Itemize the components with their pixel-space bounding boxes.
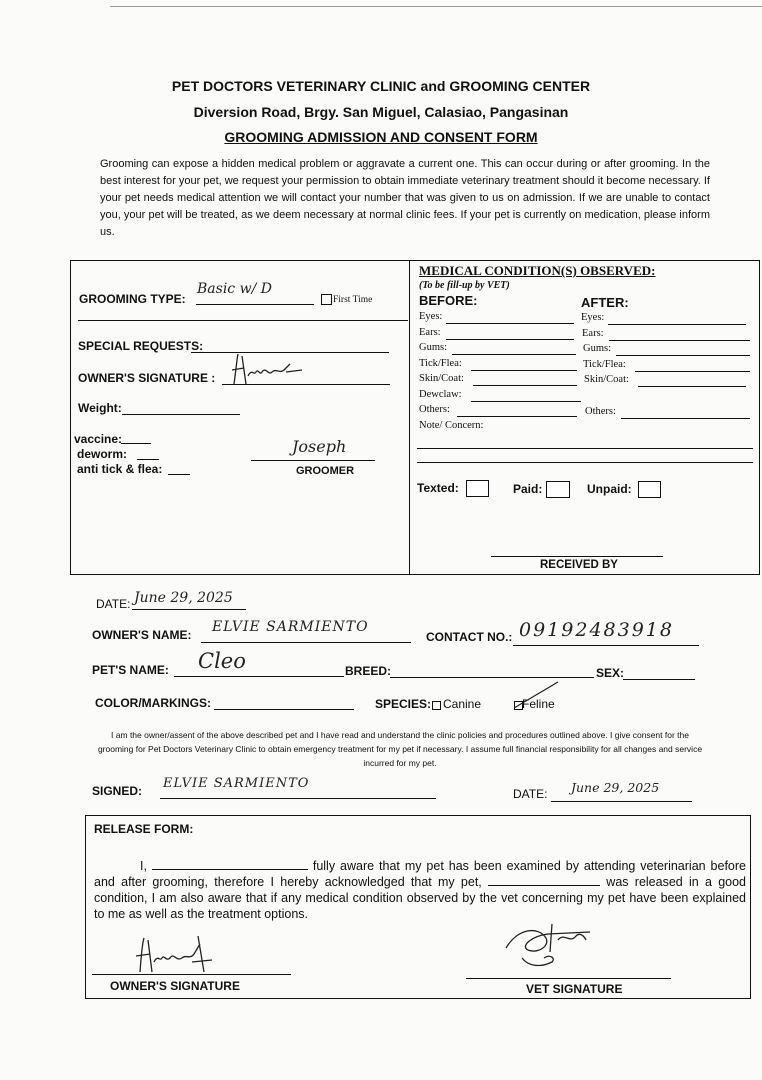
special-requests-label: SPECIAL REQUESTS: — [78, 339, 204, 353]
owner-name-label: OWNER'S NAME: — [92, 628, 192, 642]
groomer-label: GROOMER — [296, 465, 355, 477]
owner-release-sig-label: OWNER'S SIGNATURE — [110, 979, 240, 993]
weight-label: Weight: — [78, 401, 122, 415]
medical-subtitle: (To be fill-up by VET) — [419, 280, 510, 291]
after-eyes: Eyes: — [581, 312, 605, 323]
texted-checkbox[interactable] — [466, 480, 489, 497]
box-divider — [409, 260, 410, 575]
form-title: GROOMING ADMISSION AND CONSENT FORM — [224, 129, 538, 145]
contact-value[interactable]: 09192483918 — [519, 619, 674, 641]
vet-sig-line[interactable] — [466, 978, 671, 979]
before-ears-line[interactable] — [446, 339, 574, 340]
texted-label: Texted: — [417, 481, 459, 495]
after-tickflea-line[interactable] — [635, 371, 750, 372]
after-ears-line[interactable] — [609, 340, 750, 341]
release-text-3: was released in a good condition, I am also aware that if any medical condition observed by the vet concerning my pet have been explained to me as well as the treatment options. — [94, 875, 747, 921]
release-text-1: I, — [140, 859, 152, 873]
color-markings-line[interactable] — [214, 709, 354, 710]
groomer-line — [251, 460, 375, 461]
after-label: AFTER: — [581, 295, 629, 310]
vet-signature-scribble — [498, 918, 594, 972]
grooming-type-label: GROOMING TYPE: — [79, 292, 186, 306]
groomer-name: Joseph — [292, 437, 347, 456]
intro-paragraph: Grooming can expose a hidden medical problem or aggravate a current one. This can occur during or after grooming. In the best interest for your pet, we request your permission to obtain immediate veterinary treatment should it become necessary. If your pet needs medical attention we will contact your number that was given to us on admission. If we are unable to contact you, your pet will be treated, as we deem necessary at normal clinic fees. If your pet is currently on medication, please inform us. — [100, 158, 710, 238]
breed-label: BREED: — [345, 664, 392, 678]
note-line-2[interactable] — [417, 462, 753, 463]
species-label: SPECIES: — [375, 697, 432, 711]
medical-title: MEDICAL CONDITION(S) OBSERVED: — [419, 263, 656, 278]
unpaid-label: Unpaid: — [587, 482, 632, 496]
canine-label: Canine — [443, 697, 482, 711]
release-title: RELEASE FORM: — [94, 822, 194, 836]
release-owner-blank[interactable] — [152, 869, 308, 870]
before-gums-line[interactable] — [452, 354, 576, 355]
before-eyes: Eyes: — [419, 311, 443, 322]
before-dewclaw: Dewclaw: — [419, 389, 462, 400]
after-gums: Gums: — [583, 343, 612, 354]
owner-release-sig-line[interactable] — [92, 974, 291, 975]
breed-line[interactable] — [390, 677, 594, 678]
vaccine-label: vaccine: — [74, 432, 123, 446]
date-value[interactable]: June 29, 2025 — [134, 590, 233, 606]
after-gums-line[interactable] — [616, 355, 750, 356]
before-tickflea: Tick/Flea: — [419, 358, 462, 369]
consent-paragraph: I am the owner/assent of the above described pet and I have read and understand the clinic policies and procedures outlined above. I give consent for the grooming for Pet Doctors Veterinary Clinic to obtain emergency treatment for my pet if necessary. I assume full financial responsibility for all changes and service incurred for my pet. — [97, 730, 703, 768]
canine-checkbox[interactable] — [432, 701, 441, 710]
clinic-address: Diversion Road, Brgy. San Miguel, Calasiao, Pangasinan — [193, 104, 569, 120]
signed-date-label: DATE: — [513, 787, 548, 801]
contact-label: CONTACT NO.: — [426, 630, 513, 644]
before-others: Others: — [419, 404, 450, 415]
antitick-line[interactable] — [168, 474, 190, 475]
pet-name-line — [174, 676, 344, 677]
deworm-label: deworm: — [77, 447, 128, 461]
release-owner-scribble — [128, 932, 214, 978]
signed-date-line — [551, 801, 692, 802]
before-gums: Gums: — [419, 342, 448, 353]
grooming-extra-line — [78, 320, 408, 321]
sex-line[interactable] — [623, 679, 695, 680]
signed-value[interactable]: ELVIE SARMIENTO — [163, 776, 310, 791]
sex-label: SEX: — [596, 666, 625, 680]
clinic-name: PET DOCTORS VETERINARY CLINIC and GROOMING CENTER — [171, 78, 591, 94]
before-skincoat: Skin/Coat: — [419, 373, 464, 384]
signed-line — [160, 798, 436, 799]
before-ears: Ears: — [419, 327, 441, 338]
note-concern-label: Note/ Concern: — [419, 420, 484, 431]
received-by-line[interactable] — [491, 556, 663, 557]
deworm-line[interactable] — [137, 459, 159, 460]
before-skincoat-line[interactable] — [473, 385, 577, 386]
owner-signature-scribble — [228, 350, 308, 390]
unpaid-checkbox[interactable] — [638, 481, 661, 498]
owner-signature-label: OWNER'S SIGNATURE : — [78, 371, 216, 385]
scan-edge — [110, 6, 762, 11]
before-others-line[interactable] — [457, 416, 577, 417]
weight-line[interactable] — [122, 414, 240, 415]
after-skincoat-line[interactable] — [638, 386, 746, 387]
vet-sig-label: VET SIGNATURE — [526, 982, 623, 996]
received-by-label: RECEIVED BY — [540, 559, 618, 571]
color-markings-label: COLOR/MARKINGS: — [95, 696, 211, 710]
release-text-2: fully aware that my pet has been examined by attending veterinarian before and after grooming, therefore I hereby acknowledged that my pet, — [94, 859, 746, 889]
paid-checkbox[interactable] — [546, 481, 570, 498]
after-others-line[interactable] — [621, 418, 750, 419]
after-skincoat: Skin/Coat: — [584, 374, 629, 385]
grooming-type-line — [196, 304, 314, 305]
vaccine-line[interactable] — [121, 443, 151, 444]
before-eyes-line[interactable] — [446, 323, 574, 324]
first-time-label: First Time — [333, 295, 373, 305]
before-tickflea-line[interactable] — [471, 370, 577, 371]
note-line-1[interactable] — [417, 448, 753, 449]
antitick-label: anti tick & flea: — [77, 462, 163, 476]
owner-name-value[interactable]: ELVIE SARMIENTO — [212, 619, 369, 635]
signed-date-value[interactable]: June 29, 2025 — [571, 780, 660, 795]
feline-label: Feline — [522, 697, 555, 711]
after-tickflea: Tick/Flea: — [583, 359, 626, 370]
pet-name-value[interactable]: Cleo — [198, 649, 246, 673]
contact-line — [513, 645, 699, 646]
after-others: Others: — [585, 406, 616, 417]
date-line — [132, 609, 246, 610]
after-eyes-line[interactable] — [608, 324, 746, 325]
before-dewclaw-line[interactable] — [471, 401, 581, 402]
release-pet-blank[interactable] — [488, 885, 600, 886]
first-time-checkbox[interactable] — [321, 294, 332, 305]
release-paragraph — [94, 858, 746, 922]
after-ears: Ears: — [582, 328, 604, 339]
pet-name-label: PET'S NAME: — [92, 663, 169, 677]
grooming-type-value[interactable]: Basic w/ D — [197, 281, 272, 297]
signed-label: SIGNED: — [92, 784, 143, 798]
before-label: BEFORE: — [419, 293, 478, 308]
owner-name-line — [201, 642, 411, 643]
paid-label: Paid: — [513, 482, 543, 496]
date-label: DATE: — [96, 597, 131, 611]
feline-check-mark — [510, 678, 560, 714]
